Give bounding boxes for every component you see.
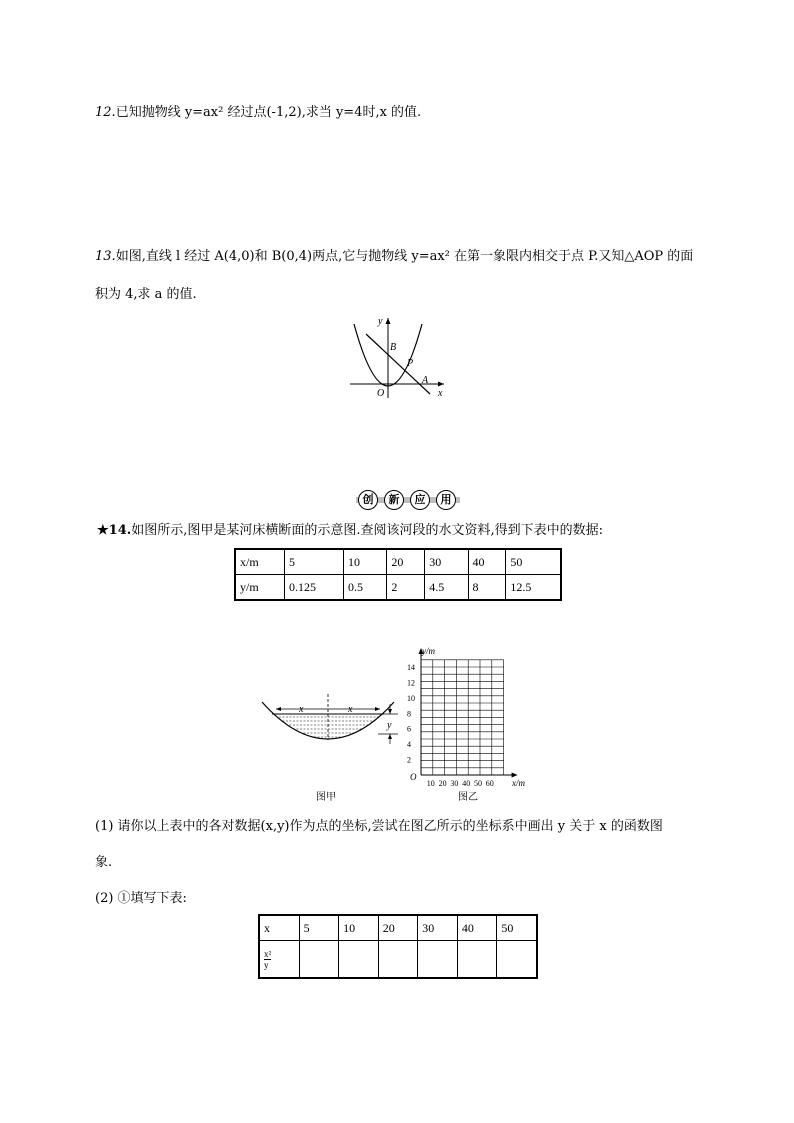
water-hatching	[272, 714, 384, 742]
y-tick-label: 4	[407, 740, 411, 750]
table-cell: 50	[497, 915, 537, 941]
banner-char: 应	[410, 490, 430, 510]
y-axis-arrow	[386, 318, 391, 324]
answer-cell[interactable]	[339, 941, 379, 979]
table-cell: 2	[387, 575, 425, 601]
parabola-line-figure	[340, 310, 460, 402]
line-l	[366, 334, 430, 394]
answer-table	[258, 914, 538, 979]
table-cell: x/m	[235, 549, 285, 575]
y-tick-label: 8	[407, 709, 411, 719]
ratio-label-cell	[259, 941, 299, 979]
answer-cell[interactable]	[418, 941, 458, 979]
label-x1: x	[299, 704, 304, 715]
riverbed-figure	[258, 690, 408, 802]
table-cell: 5	[299, 915, 339, 941]
table-row-x	[259, 915, 537, 941]
x-tick-label: 60	[485, 779, 494, 788]
part-1-line2: 象.	[95, 855, 113, 870]
label-a: A	[422, 375, 429, 386]
table-cell: y/m	[235, 575, 285, 601]
question-13-line1	[95, 248, 693, 266]
question-text: 如图,直线 l 经过 A(4,0)和 B(0,4)两点,它与抛物线 y=ax² 在第一象限内相交于点 P.又知△AOP 的面	[115, 249, 694, 264]
y-tick-label: 14	[407, 663, 415, 672]
x-axis-arrow	[438, 382, 444, 387]
label-x: x	[438, 388, 443, 399]
answer-cell[interactable]	[378, 941, 418, 979]
table-cell: 30	[425, 549, 468, 575]
table-row-y	[235, 575, 561, 601]
x-tick-label: 10	[426, 779, 435, 788]
label-x2: x	[348, 704, 353, 715]
table-cell: 40	[457, 915, 497, 941]
y-tick-label: 10	[407, 693, 415, 703]
table-cell: 20	[387, 549, 425, 575]
y-tick-label: 2	[407, 755, 411, 765]
answer-cell[interactable]	[299, 941, 339, 979]
x-tick-label: 30	[450, 779, 459, 788]
table-cell: 20	[378, 915, 418, 941]
table-cell: 30	[418, 915, 458, 941]
y-tick-label: 12	[407, 678, 415, 688]
label-y: y	[378, 316, 383, 327]
table-cell: 40	[468, 549, 506, 575]
grid-figure	[402, 644, 542, 804]
x-tick-label: 20	[438, 779, 447, 788]
origin-label: O	[410, 772, 417, 782]
table-cell: 12.5	[506, 575, 561, 601]
table-cell: 0.125	[285, 575, 344, 601]
table-row-ratio	[259, 941, 537, 979]
answer-cell[interactable]	[457, 941, 497, 979]
question-13-line2: 积为 4,求 a 的值.	[95, 287, 197, 302]
label-b: B	[390, 342, 397, 353]
part-2-line1: (2) ①填写下表:	[95, 891, 187, 906]
table-cell: x	[259, 915, 299, 941]
data-table	[234, 548, 562, 601]
x-tick-label: 50	[474, 779, 482, 788]
banner-char: 用	[436, 490, 456, 510]
table-row-x	[235, 549, 561, 575]
question-number: 13.	[95, 249, 116, 264]
question-text: 已知抛物线 y=ax² 经过点(-1,2),求当 y=4时,x 的值.	[115, 105, 422, 120]
table-cell: 8	[468, 575, 506, 601]
y-tick-label: 6	[407, 724, 411, 734]
ratio-denominator: y	[264, 959, 269, 970]
table-cell: 4.5	[425, 575, 468, 601]
x-tick-label: 40	[462, 779, 471, 788]
question-number: ★14.	[97, 523, 132, 538]
part-1-line1: (1) 请你以上表中的各对数据(x,y)作为点的坐标,尝试在图乙所示的坐标系中画出 y 关于 x 的函数图	[95, 819, 663, 834]
table-cell: 50	[506, 549, 561, 575]
figure-caption: 图乙	[458, 792, 478, 803]
question-14	[97, 522, 603, 540]
table-cell: 10	[339, 915, 379, 941]
table-cell: 0.5	[344, 575, 387, 601]
figure-caption: 图甲	[316, 792, 336, 802]
banner-char: 创	[358, 490, 378, 510]
question-number: 12.	[95, 105, 116, 120]
answer-cell[interactable]	[497, 941, 537, 979]
y-axis-label: y/m	[422, 646, 435, 656]
question-12	[95, 104, 421, 122]
section-banner	[356, 490, 460, 510]
x-axis-label: x/m	[512, 778, 525, 788]
label-y: y	[387, 720, 392, 731]
ratio-numerator: x²	[264, 948, 272, 959]
banner-char: 新	[384, 490, 404, 510]
label-o: O	[377, 388, 385, 399]
label-p: P	[407, 358, 414, 369]
x-axis-arrow	[512, 773, 518, 778]
table-cell: 10	[344, 549, 387, 575]
table-cell: 5	[285, 549, 344, 575]
question-text: 如图所示,图甲是某河床横断面的示意图.查阅该河段的水文资料,得到下表中的数据:	[131, 523, 604, 538]
